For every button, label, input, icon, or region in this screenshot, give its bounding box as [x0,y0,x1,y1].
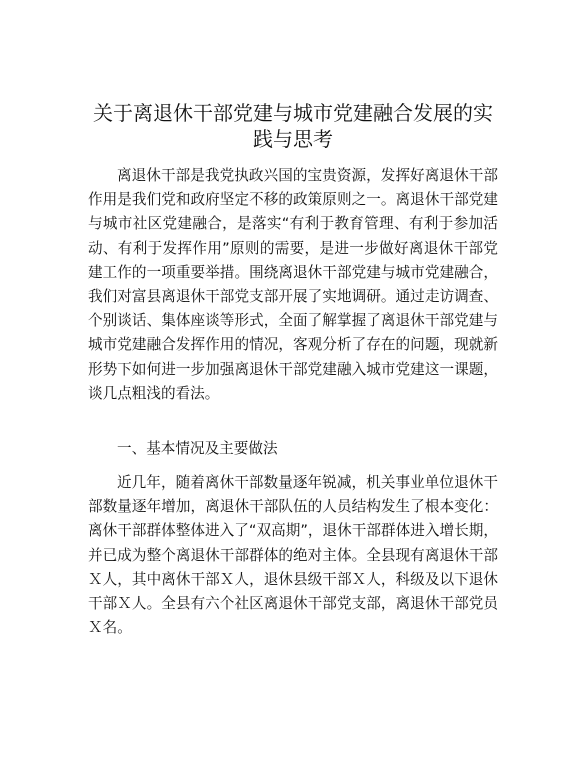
basic-situation-paragraph: 近几年，随着离休干部数量逐年锐减，机关事业单位退休干部数量逐年增加，离退休干部队伍的人员结构发生了根本变化：离休干部群体整体进入了“双高期”，退休干部群体进入增长期，并已成为整个离退休干部群体的绝对主体。全县现有离退休干部Ｘ人，其中离休干部Ｘ人，退休县级干部Ｘ人，科级及以下退休干部Ｘ人。全县有六个社区离退休干部党支部，离退休干部党员Ｘ名。 [88,474,498,637]
document-title: 关于离退休干部党建与城市党建融合发展的实践与思考 [93,101,493,151]
intro-paragraph: 离退休干部是我党执政兴国的宝贵资源，发挥好离退休干部作用是我们党和政府坚定不移的政策原则之一。离退休干部党建与城市社区党建融合，是落实“有利于教育管理、有利于参加活动、有利于发挥作用”原则的需要，是进一步做好离退休干部党建工作的一项重要举措。围绕离退休干部党建与城市党建融合，我们对富县离退休干部党支部开展了实地调研。通过走访调查、个别谈话、集体座谈等形式，全面了解掌握了离退休干部党建与城市党建融合发挥作用的情况，客观分析了存在的问题，现就新形势下如何进一步加强离退休干部党建融入城市党建这一课题，谈几点粗浅的看法。 [88,167,498,402]
section-heading: 一、基本情况及主要做法 [117,440,278,457]
